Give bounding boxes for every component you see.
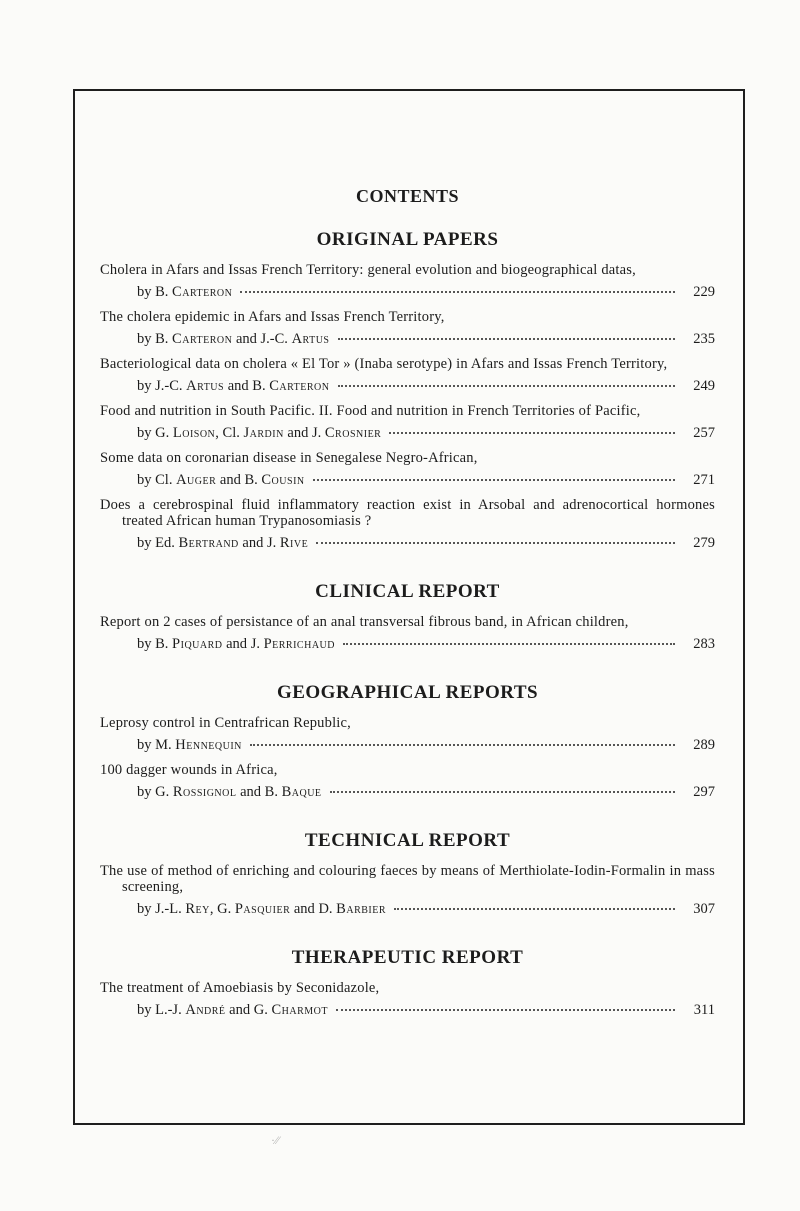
author-initials: J.-L. — [155, 901, 182, 917]
sections-container — [100, 228, 715, 1019]
author-surname: Carteron — [269, 378, 330, 394]
by-word: by — [137, 535, 152, 551]
and-word: and — [240, 784, 262, 800]
author-surname: Baque — [281, 784, 322, 800]
article-title: The treatment of Amoebiasis by Seconidazole, — [100, 980, 380, 996]
article-title: Report on 2 cases of persistance of an anal transversal fibrous band, in African children, — [100, 614, 629, 630]
author-surname: Artus — [291, 331, 330, 347]
dot-leader — [389, 430, 675, 434]
and-word: and — [219, 472, 241, 488]
by-word: by — [137, 1002, 152, 1018]
author-initials: B. — [244, 472, 258, 488]
page-number: 311 — [693, 1002, 715, 1018]
byline — [100, 330, 715, 348]
article-title: Food and nutrition in South Pacific. II. Food and nutrition in French Territories of Pacific, — [100, 403, 641, 419]
contents-heading: CONTENTS — [355, 186, 460, 206]
section-title: CLINICAL REPORT — [315, 581, 500, 602]
author-surname: André — [185, 1002, 226, 1018]
article-title: The use of method of enriching and colouring faeces by means of Merthiolate-Iodin-Formalin in mass screening, — [100, 863, 715, 895]
author-initials: G. — [253, 1002, 268, 1018]
author-initials: J.-C. — [155, 378, 183, 394]
toc-section — [100, 681, 715, 801]
and-word: and — [293, 901, 315, 917]
author-initials: Cl. — [222, 425, 240, 441]
section-title: THERAPEUTIC REPORT — [291, 947, 524, 968]
byline — [100, 1001, 715, 1019]
author-initials: J. — [311, 425, 322, 441]
author-initials: G. — [155, 784, 170, 800]
page-number: 279 — [693, 535, 715, 551]
author-name — [155, 535, 239, 551]
author-initials: B. — [155, 284, 169, 300]
dot-leader — [313, 477, 675, 481]
and-word: and — [229, 1002, 251, 1018]
author-name — [155, 425, 215, 441]
author-name — [265, 784, 322, 800]
author-surname: Charmot — [271, 1002, 328, 1018]
toc-section — [100, 829, 715, 918]
author-surname: Crosnier — [324, 425, 382, 441]
toc-entry — [100, 614, 715, 653]
byline — [100, 534, 715, 552]
article-title: The cholera epidemic in Afars and Issas French Territory, — [100, 309, 445, 325]
author-initials: Ed. — [155, 535, 175, 551]
dot-leader — [316, 540, 675, 544]
author-name — [155, 737, 242, 753]
toc-entry — [100, 262, 715, 301]
and-word: and — [226, 636, 248, 652]
toc-section — [100, 580, 715, 653]
byline — [100, 424, 715, 442]
frame-top-rule — [73, 89, 745, 91]
byline — [100, 635, 715, 653]
toc-section — [100, 946, 715, 1019]
author-surname: Barbier — [336, 901, 387, 917]
author-name — [155, 331, 232, 347]
page-number: 235 — [693, 331, 715, 347]
article-title: Some data on coronarian disease in Senegalese Negro-African, — [100, 450, 478, 466]
author-initials: J. — [250, 636, 260, 652]
author-surname: Jardin — [243, 425, 284, 441]
toc-entry — [100, 450, 715, 489]
byline — [100, 736, 715, 754]
toc-entry — [100, 980, 715, 1019]
author-initials: D. — [318, 901, 333, 917]
author-surname: Perrichaud — [263, 636, 335, 652]
author-initials: M. — [155, 737, 172, 753]
author-surname: Rive — [279, 535, 309, 551]
byline — [100, 283, 715, 301]
author-initials: J.-C. — [260, 331, 288, 347]
page-number: 283 — [693, 636, 715, 652]
author-initials: B. — [155, 636, 169, 652]
author-name — [312, 425, 381, 441]
author-name — [267, 535, 308, 551]
author-surname: Piquard — [172, 636, 223, 652]
byline — [100, 900, 715, 918]
frame-left-rule — [73, 89, 75, 1125]
author-list — [137, 534, 308, 552]
author-name — [318, 901, 386, 917]
page-number: 249 — [693, 378, 715, 394]
by-word: by — [137, 636, 152, 652]
author-list — [137, 283, 232, 301]
section-title: GEOGRAPHICAL REPORTS — [276, 682, 539, 703]
author-name — [155, 1002, 225, 1018]
author-name — [155, 472, 216, 488]
author-list — [137, 330, 330, 348]
toc-entry — [100, 863, 715, 918]
toc-entry — [100, 403, 715, 442]
dot-leader — [394, 906, 675, 910]
author-surname: Rossignol — [172, 784, 237, 800]
dot-leader — [240, 289, 675, 293]
author-name — [155, 284, 232, 300]
byline — [100, 377, 715, 395]
toc-entry — [100, 497, 715, 552]
author-list — [137, 635, 335, 653]
by-word: by — [137, 284, 152, 300]
page-number: 307 — [693, 901, 715, 917]
author-list — [137, 377, 330, 395]
toc-entry — [100, 309, 715, 348]
author-surname: Bertrand — [178, 535, 239, 551]
author-name — [155, 636, 222, 652]
author-surname: Carteron — [172, 284, 233, 300]
page-number: 297 — [693, 784, 715, 800]
author-list — [137, 471, 305, 489]
author-name — [155, 784, 236, 800]
author-name — [251, 636, 335, 652]
author-surname: Rey — [185, 901, 210, 917]
by-word: by — [137, 737, 152, 753]
author-initials: B. — [155, 331, 169, 347]
article-title: Leprosy control in Centrafrican Republic, — [100, 715, 351, 731]
frame-bottom-rule — [73, 1123, 745, 1125]
author-name — [217, 901, 290, 917]
section-title: ORIGINAL PAPERS — [316, 229, 499, 250]
frame-right-rule — [743, 89, 745, 1125]
page-number: 229 — [693, 284, 715, 300]
byline — [100, 471, 715, 489]
by-word: by — [137, 784, 152, 800]
author-list — [137, 1001, 328, 1019]
and-word: and — [287, 425, 309, 441]
page-number: 257 — [693, 425, 715, 441]
dot-leader — [336, 1007, 675, 1011]
by-word: by — [137, 331, 152, 347]
by-word: by — [137, 901, 152, 917]
author-surname: Hennequin — [175, 737, 242, 753]
article-title: Cholera in Afars and Issas French Territory: general evolution and biogeographical datas, — [100, 262, 636, 278]
author-list — [137, 783, 322, 801]
author-surname: Carteron — [172, 331, 233, 347]
page-number: 271 — [693, 472, 715, 488]
by-word: by — [137, 472, 152, 488]
and-word: and — [242, 535, 264, 551]
author-name — [155, 901, 210, 917]
author-surname: Cousin — [261, 472, 305, 488]
article-title: 100 dagger wounds in Africa, — [100, 762, 278, 778]
dot-leader — [343, 641, 675, 645]
author-surname: Auger — [176, 472, 217, 488]
author-list: by G. Loison, Cl. Jardin and J. Crosnier — [137, 425, 382, 441]
article-title: Does a cerebrospinal fluid inflammatory reaction exist in Arsobal and adrenocortical hormones treated African human Trypanosomiasis ? — [100, 497, 715, 529]
page-number: 289 — [693, 737, 715, 753]
author-name — [261, 331, 330, 347]
author-initials: Cl. — [155, 472, 173, 488]
author-surname: Loison — [172, 425, 216, 441]
author-list — [137, 736, 242, 754]
dot-leader — [338, 383, 676, 387]
by-word: by — [137, 425, 152, 441]
byline — [100, 783, 715, 801]
and-word: and — [227, 378, 249, 394]
author-initials: J. — [266, 535, 277, 551]
and-word: and — [235, 331, 257, 347]
author-name — [244, 472, 304, 488]
toc-entry — [100, 356, 715, 395]
author-name — [223, 425, 284, 441]
section-title: TECHNICAL REPORT — [304, 830, 511, 851]
table-of-contents — [100, 178, 715, 1019]
author-surname: Artus — [186, 378, 225, 394]
author-list: by J.-L. Rey, G. Pasquier and D. Barbier — [137, 901, 387, 917]
author-initials: B. — [264, 784, 278, 800]
author-initials: L.-J. — [155, 1002, 182, 1018]
author-name — [252, 378, 329, 394]
toc-entry — [100, 762, 715, 801]
dot-leader — [330, 789, 675, 793]
by-word: by — [137, 378, 152, 394]
toc-section — [100, 228, 715, 552]
author-name — [155, 378, 224, 394]
author-name — [254, 1002, 328, 1018]
article-title: Bacteriological data on cholera « El Tor » (Inaba serotype) in Afars and Issas French Territory, — [100, 356, 668, 372]
dot-leader — [338, 336, 676, 340]
author-initials: G. — [217, 901, 232, 917]
dot-leader — [250, 742, 675, 746]
author-initials: G. — [155, 425, 170, 441]
printer-mark: ·⁄⁄ — [271, 1133, 280, 1147]
author-initials: B. — [252, 378, 266, 394]
author-surname: Pasquier — [234, 901, 291, 917]
toc-entry — [100, 715, 715, 754]
